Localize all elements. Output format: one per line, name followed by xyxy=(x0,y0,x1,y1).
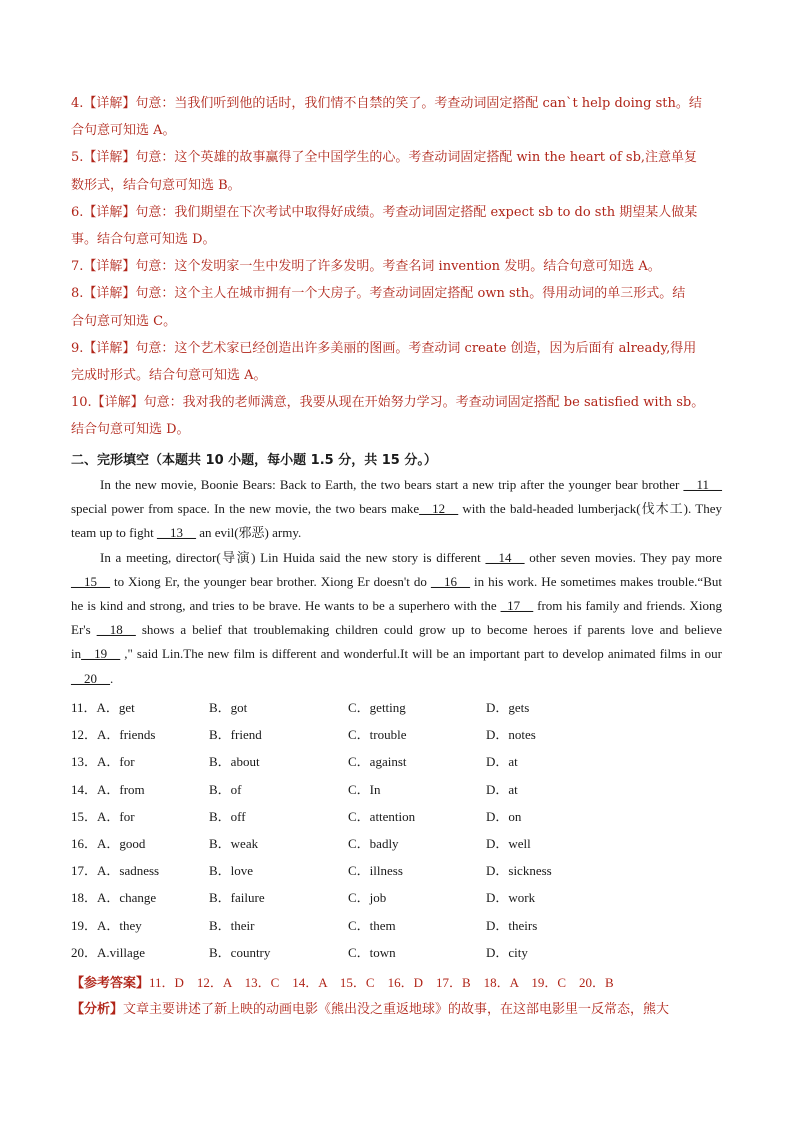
explanation-8-line1: 8.【详解】句意：这个主人在城市拥有一个大房子。考查动词固定搭配 own sth。得用动词的单三形式。结 xyxy=(71,286,686,302)
option-choice: C．In xyxy=(348,781,381,797)
option-choice: B．love xyxy=(209,863,254,879)
answer-text: 11．D 12．A 13．C 14．A 15．C 16．D 17．B 18．A 19．C 20．B xyxy=(149,975,614,990)
blank: __19__ xyxy=(81,646,121,662)
option-choice: D．notes xyxy=(486,727,536,743)
option-choice: 19．A．they xyxy=(71,917,142,933)
option-choice: 17．A．sadness xyxy=(71,863,160,879)
option-row xyxy=(71,915,721,942)
passage-text: shows a belief that troublemaking children could grow up to become heroes if parents love and believe in xyxy=(71,622,723,662)
explanation-8-line2: 合句意可知选 C。 xyxy=(71,313,177,329)
option-choice: 13．A．for xyxy=(71,754,135,770)
option-choice: D．well xyxy=(486,835,531,851)
option-choice: D．at xyxy=(486,781,518,797)
passage-paragraph-2 xyxy=(71,546,722,691)
option-choice: B．their xyxy=(209,917,255,933)
option-choice: D．theirs xyxy=(486,917,538,933)
explanation-6-line2: 事。结合句意可知选 D。 xyxy=(71,232,216,248)
option-choice: D．city xyxy=(486,944,528,960)
explanation-4-line2: 合句意可知选 A。 xyxy=(71,123,176,139)
explanation-10-line1: 10.【详解】句意：我对我的老师满意，我要从现在开始努力学习。考查动词固定搭配 be satisfied with sb。 xyxy=(71,395,705,411)
explanation-10-line2: 结合句意可知选 D。 xyxy=(71,422,190,438)
option-row xyxy=(71,724,721,751)
option-choice: D．gets xyxy=(486,700,530,715)
answer-label: 【参考答案】 xyxy=(71,975,150,990)
passage-text: from his family and friends. Xiong Er's xyxy=(71,598,722,638)
option-row xyxy=(71,860,721,887)
option-choice: B．weak xyxy=(209,835,259,851)
option-choice: B．about xyxy=(209,754,260,770)
option-choice: C．illness xyxy=(348,863,403,879)
passage-text: an evil(邪恶) army. xyxy=(195,525,302,541)
passage-text: In the new movie, Boonie Bears: Back to Earth, the two bears start a new trip after the younger bear brother xyxy=(100,477,684,492)
option-choice: D．at xyxy=(486,754,518,770)
blank: __16__ xyxy=(430,573,470,589)
option-choice: B．country xyxy=(209,944,271,960)
explanation-5-line1: 5.【详解】句意：这个英雄的故事赢得了全中国学生的心。考查动词固定搭配 win the heart of sb,注意单复 xyxy=(71,150,698,166)
blank: __14__ xyxy=(485,549,525,565)
option-choice: B．off xyxy=(209,808,246,824)
passage-paragraph-1 xyxy=(71,473,722,546)
analysis-text: 文章主要讲述了新上映的动画电影《熊出没之重返地球》的故事，在这部电影里一反常态，熊大 xyxy=(123,1002,670,1017)
explanation-9-line2: 完成时形式。结合句意可知选 A。 xyxy=(71,368,267,384)
option-choice: C．against xyxy=(348,754,407,770)
analysis-line xyxy=(71,996,727,1023)
option-choice: 12．A．friends xyxy=(71,727,156,743)
option-choice: C．getting xyxy=(348,700,406,715)
option-row xyxy=(71,751,721,778)
passage-text: In a meeting, director(导演) Lin Huida said the new story is different xyxy=(100,549,486,565)
passage-text: ," said Lin.The new film is different and wonderful.It will be an important part to develop animated films in our xyxy=(120,646,722,662)
option-choice: C．trouble xyxy=(348,727,407,743)
blank: __15__ xyxy=(71,573,110,589)
option-choice: C．them xyxy=(348,917,396,933)
option-choice: B．failure xyxy=(209,890,265,906)
reference-answer xyxy=(71,969,614,996)
explanation-4-line1: 4.【详解】句意：当我们听到他的话时，我们情不自禁的笑了。考查动词固定搭配 can`t help doing sth。结 xyxy=(71,96,702,111)
option-choice: 15．A．for xyxy=(71,808,135,824)
blank: __11__ xyxy=(683,477,722,492)
option-choice: C．job xyxy=(348,890,387,906)
option-row xyxy=(71,942,721,969)
section-title: 二、完形填空（本题共 10 小题，每小题 1.5 分，共 15 分。） xyxy=(71,453,437,468)
option-row xyxy=(71,697,721,724)
option-choice: 11．A．get xyxy=(71,700,135,715)
explanation-7-line1: 7.【详解】句意：这个发明家一生中发明了许多发明。考查名词 invention 发明。结合句意可知选 A。 xyxy=(71,259,661,275)
explanations-block xyxy=(71,90,727,444)
option-choice: 20．A.village xyxy=(71,944,146,960)
option-choice: 14．A．from xyxy=(71,781,145,797)
blank: __18__ xyxy=(96,622,136,638)
option-choice: B．got xyxy=(209,700,248,715)
analysis-label: 【分析】 xyxy=(71,1002,124,1017)
explanation-5-line2: 数形式，结合句意可知选 B。 xyxy=(71,177,241,193)
option-choice: B．friend xyxy=(209,727,262,743)
passage-text: to Xiong Er, the younger bear brother. Xiong Er doesn't do xyxy=(110,573,431,589)
blank: __12__ xyxy=(419,501,459,517)
option-choice: 18．A．change xyxy=(71,890,157,906)
option-row xyxy=(71,833,721,860)
blank: __13__ xyxy=(156,525,196,541)
option-row xyxy=(71,887,721,914)
option-choice: D．sickness xyxy=(486,863,552,879)
passage-text: other seven movies. They pay more xyxy=(524,549,722,565)
blank: __20__ xyxy=(71,670,110,686)
option-choice: D．on xyxy=(486,808,522,824)
option-choice: C．attention xyxy=(348,808,416,824)
explanation-9-line1: 9.【详解】句意：这个艺术家已经创造出许多美丽的图画。考查动词 create 创造，因为后面有 already,得用 xyxy=(71,340,697,356)
passage-text: in his work. He sometimes makes trouble.“But he is kind and strong, and tries to be brave. He wants to be a superhero with the xyxy=(71,573,722,614)
option-choice: C．badly xyxy=(348,835,399,851)
explanation-6-line1: 6.【详解】句意：我们期望在下次考试中取得好成绩。考查动词固定搭配 expect sb to do sth 期望某人做某 xyxy=(71,204,698,220)
option-row xyxy=(71,806,721,833)
passage-text: . xyxy=(110,670,114,686)
option-choice: C．town xyxy=(348,944,396,960)
option-choice: B．of xyxy=(209,781,242,797)
options-list xyxy=(71,697,721,969)
passage-text: special power from space. In the new movie, the two bears make xyxy=(71,501,420,517)
passage-text: with the bald-headed lumberjack(伐木工). They team up to fight xyxy=(71,501,723,541)
blank: _17__ xyxy=(500,598,534,614)
option-row xyxy=(71,779,721,806)
option-choice: D．work xyxy=(486,890,536,906)
option-choice: 16．A．good xyxy=(71,835,146,851)
cloze-passage xyxy=(71,473,722,691)
